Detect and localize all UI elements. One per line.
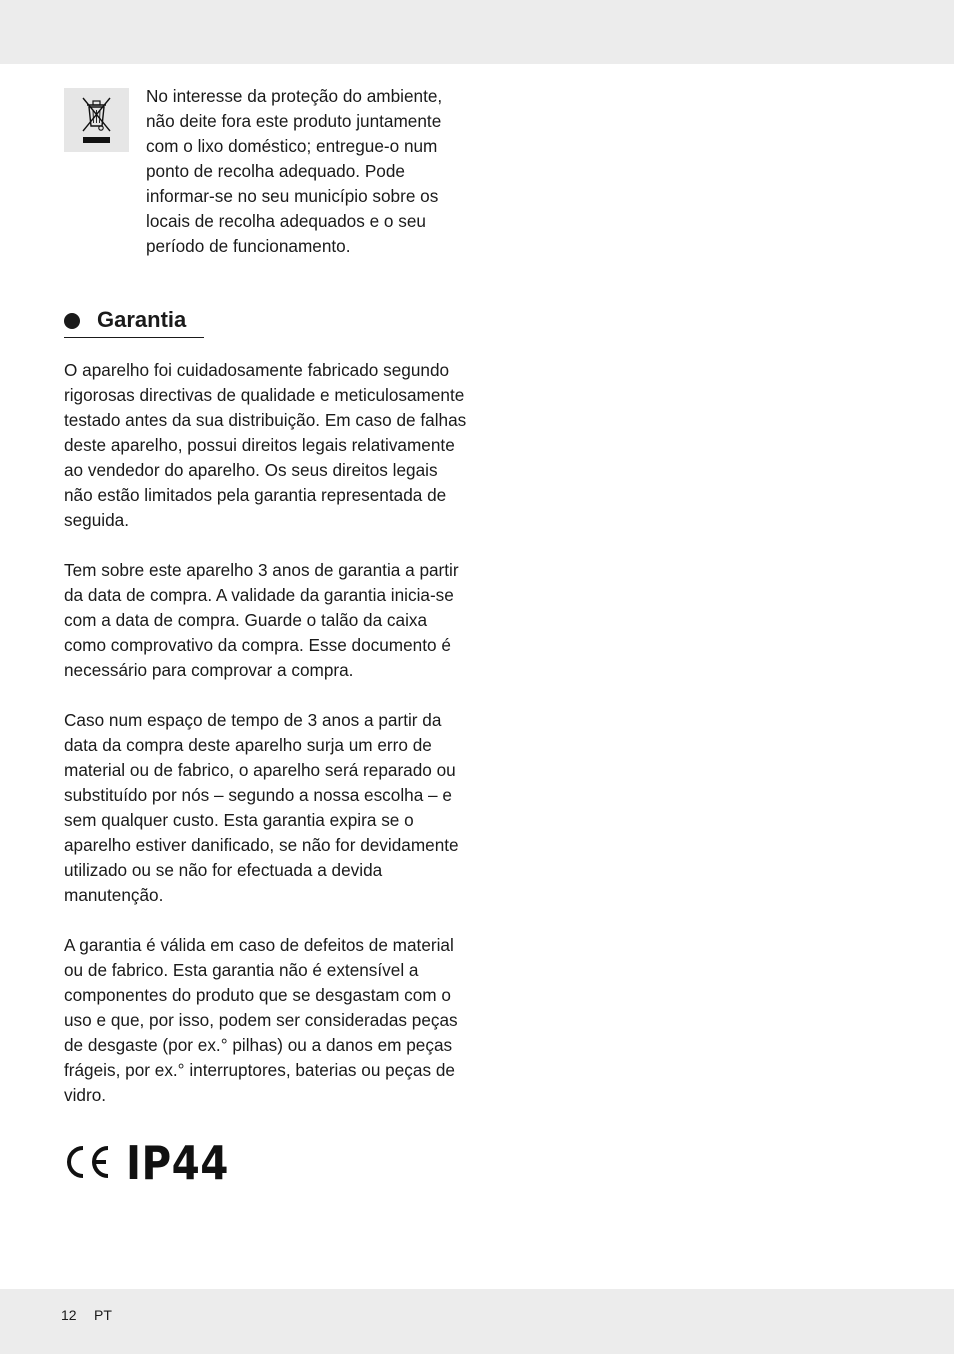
warranty-paragraph: O aparelho foi cuidadosamente fabricado segundo rigorosas directivas de qualidade e meticulosamente testado antes da sua distribuição. Em caso de falhas deste aparelho, possui direitos legais relativamente ao vendedor do aparelho. Os seus direitos legais não estão limitados pela garantia representada de seguida. <box>64 360 467 530</box>
header-bar <box>0 0 954 64</box>
warranty-paragraph: A garantia é válida em caso de defeitos de material ou de fabrico. Esta garantia não é extensível a componentes do produto que se desgastam com o uso e que, por isso, podem ser consideradas peças de desgaste (por ex.° pilhas) ou a danos em peças frágeis, por ex.° interruptores, baterias ou peças de vidro. <box>64 935 458 1105</box>
disposal-notice: No interesse da proteção do ambiente, não deite fora este produto juntamente com o lixo doméstico; entregue-o num ponto de recolha adequado. Pode informar-se no seu município sobre os locais de recolha adequados e o seu período de funcionamento. <box>146 86 443 256</box>
ce-mark-icon <box>64 1145 112 1179</box>
crossed-out-wheelie-bin-icon <box>64 88 129 152</box>
language-code: PT <box>94 1307 112 1323</box>
warranty-paragraph: Tem sobre este aparelho 3 anos de garantia a partir da data de compra. A validade da garantia inicia-se com a data de compra. Guarde o talão da caixa como comprovativo da compra. Esse documento é necessário para comprovar a compra. <box>64 560 459 680</box>
page-number: 12 <box>61 1307 77 1323</box>
warranty-heading <box>64 305 204 338</box>
warranty-paragraph: Caso num espaço de tempo de 3 anos a partir da data da compra deste aparelho surja um erro de material ou de fabrico, o aparelho será reparado ou substituído por nós – segundo a nossa escolha – e sem qualquer custo. Esta garantia expira se o aparelho estiver danificado, se não for devidamente utilizado ou se não for efectuada a devida manutenção. <box>64 710 459 905</box>
footer-bar <box>0 1289 954 1354</box>
ip-rating: IP44 <box>126 1136 229 1190</box>
section-title: Garantia <box>97 307 187 332</box>
bullet-icon <box>64 313 80 329</box>
weee-symbol <box>64 88 129 152</box>
